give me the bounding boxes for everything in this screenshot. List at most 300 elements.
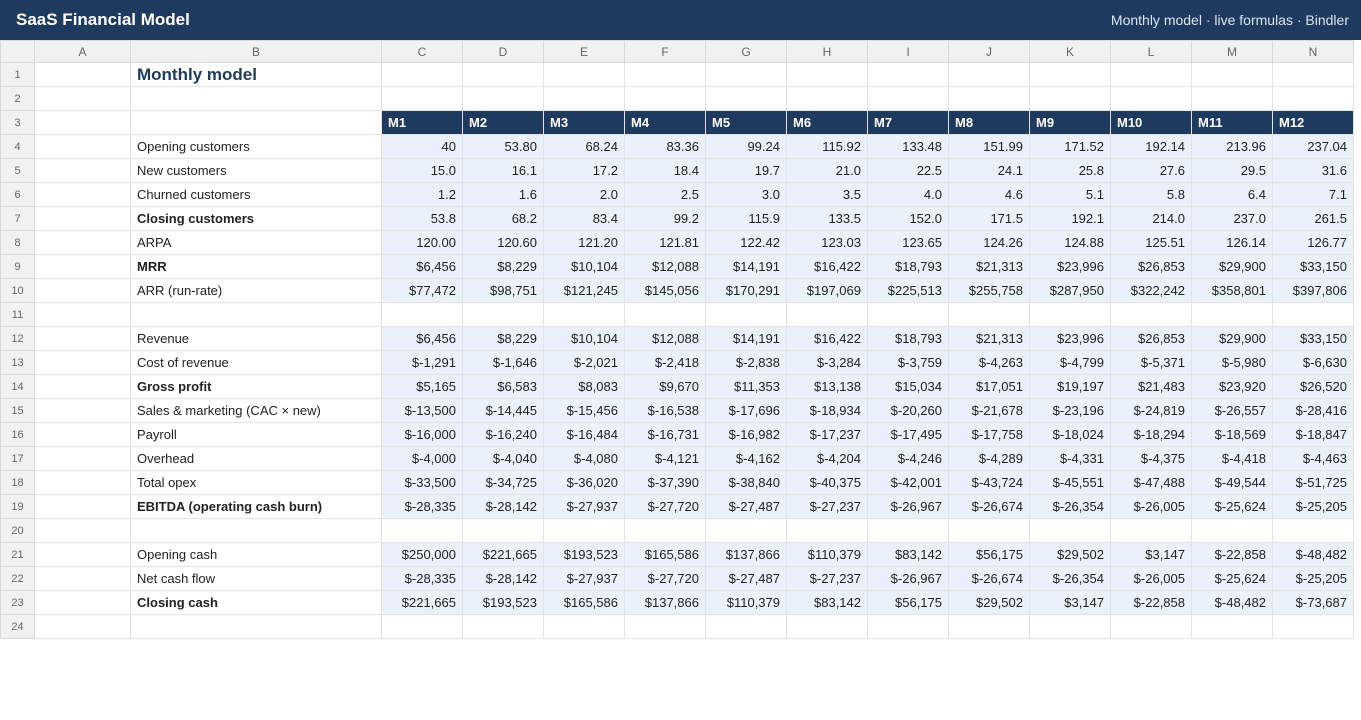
value-cell[interactable]: 68.2 [463, 207, 544, 231]
value-cell[interactable]: $-5,980 [1192, 351, 1273, 375]
value-cell[interactable]: $-1,291 [382, 351, 463, 375]
value-cell[interactable]: $-4,418 [1192, 447, 1273, 471]
value-cell[interactable]: $-4,204 [787, 447, 868, 471]
value-cell[interactable]: $29,900 [1192, 327, 1273, 351]
value-cell[interactable]: $-28,142 [463, 495, 544, 519]
value-cell[interactable]: $-16,731 [625, 423, 706, 447]
value-cell[interactable]: 237.0 [1192, 207, 1273, 231]
value-cell[interactable]: $-16,240 [463, 423, 544, 447]
cell[interactable] [706, 519, 787, 543]
value-cell[interactable]: $-4,080 [544, 447, 625, 471]
cell[interactable] [949, 519, 1030, 543]
cell[interactable] [706, 615, 787, 639]
value-cell[interactable]: $-25,205 [1273, 495, 1354, 519]
column-header-b[interactable]: B [131, 41, 382, 63]
month-header[interactable]: M7 [868, 111, 949, 135]
value-cell[interactable]: $193,523 [463, 591, 544, 615]
value-cell[interactable]: $6,456 [382, 327, 463, 351]
month-header[interactable]: M3 [544, 111, 625, 135]
value-cell[interactable]: $-16,538 [625, 399, 706, 423]
value-cell[interactable]: $-3,284 [787, 351, 868, 375]
row-label[interactable]: Closing cash [131, 591, 382, 615]
column-header-k[interactable]: K [1030, 41, 1111, 63]
cell[interactable] [868, 519, 949, 543]
cell[interactable] [949, 63, 1030, 87]
value-cell[interactable]: $-18,294 [1111, 423, 1192, 447]
value-cell[interactable]: $13,138 [787, 375, 868, 399]
cell[interactable] [131, 111, 382, 135]
cell[interactable] [1192, 87, 1273, 111]
value-cell[interactable]: 125.51 [1111, 231, 1192, 255]
value-cell[interactable]: $-4,000 [382, 447, 463, 471]
value-cell[interactable]: $137,866 [706, 543, 787, 567]
cell[interactable] [544, 87, 625, 111]
value-cell[interactable]: $-48,482 [1273, 543, 1354, 567]
value-cell[interactable]: $-42,001 [868, 471, 949, 495]
value-cell[interactable]: $8,229 [463, 327, 544, 351]
row-label[interactable]: Churned customers [131, 183, 382, 207]
value-cell[interactable]: $18,793 [868, 255, 949, 279]
row-header[interactable]: 4 [1, 135, 35, 159]
value-cell[interactable]: $8,229 [463, 255, 544, 279]
value-cell[interactable]: $255,758 [949, 279, 1030, 303]
cell[interactable] [35, 279, 131, 303]
cell[interactable] [35, 183, 131, 207]
month-header[interactable]: M6 [787, 111, 868, 135]
row-label[interactable]: Opening customers [131, 135, 382, 159]
cell[interactable] [382, 519, 463, 543]
value-cell[interactable]: $16,422 [787, 327, 868, 351]
value-cell[interactable]: $-26,354 [1030, 495, 1111, 519]
value-cell[interactable]: 1.6 [463, 183, 544, 207]
value-cell[interactable]: $-38,840 [706, 471, 787, 495]
value-cell[interactable]: $26,853 [1111, 255, 1192, 279]
cell[interactable] [463, 303, 544, 327]
value-cell[interactable]: $225,513 [868, 279, 949, 303]
column-header-c[interactable]: C [382, 41, 463, 63]
cell[interactable] [625, 87, 706, 111]
value-cell[interactable]: 21.0 [787, 159, 868, 183]
value-cell[interactable]: $29,502 [949, 591, 1030, 615]
cell[interactable] [949, 303, 1030, 327]
cell[interactable] [35, 207, 131, 231]
column-header-f[interactable]: F [625, 41, 706, 63]
value-cell[interactable]: $145,056 [625, 279, 706, 303]
value-cell[interactable]: $-2,418 [625, 351, 706, 375]
cell[interactable] [35, 159, 131, 183]
value-cell[interactable]: $-27,487 [706, 567, 787, 591]
value-cell[interactable]: $-28,142 [463, 567, 544, 591]
value-cell[interactable]: 5.1 [1030, 183, 1111, 207]
value-cell[interactable]: $-26,674 [949, 495, 1030, 519]
value-cell[interactable]: $-28,335 [382, 567, 463, 591]
value-cell[interactable]: 192.14 [1111, 135, 1192, 159]
cell[interactable] [706, 63, 787, 87]
row-header[interactable]: 2 [1, 87, 35, 111]
row-header[interactable]: 21 [1, 543, 35, 567]
cell[interactable] [463, 519, 544, 543]
value-cell[interactable]: 1.2 [382, 183, 463, 207]
cell[interactable] [1111, 63, 1192, 87]
row-header[interactable]: 1 [1, 63, 35, 87]
value-cell[interactable]: $121,245 [544, 279, 625, 303]
value-cell[interactable]: $56,175 [949, 543, 1030, 567]
value-cell[interactable]: 192.1 [1030, 207, 1111, 231]
value-cell[interactable]: 152.0 [868, 207, 949, 231]
value-cell[interactable]: 53.8 [382, 207, 463, 231]
value-cell[interactable]: $-18,569 [1192, 423, 1273, 447]
cell[interactable] [35, 255, 131, 279]
value-cell[interactable]: $-27,487 [706, 495, 787, 519]
cell[interactable] [1273, 63, 1354, 87]
value-cell[interactable]: $83,142 [868, 543, 949, 567]
row-header[interactable]: 10 [1, 279, 35, 303]
value-cell[interactable]: $-25,205 [1273, 567, 1354, 591]
value-cell[interactable]: $-17,495 [868, 423, 949, 447]
value-cell[interactable]: 2.0 [544, 183, 625, 207]
row-label[interactable]: ARR (run-rate) [131, 279, 382, 303]
value-cell[interactable]: $197,069 [787, 279, 868, 303]
value-cell[interactable]: $26,520 [1273, 375, 1354, 399]
cell[interactable] [868, 303, 949, 327]
value-cell[interactable]: $-25,624 [1192, 495, 1273, 519]
value-cell[interactable]: $56,175 [868, 591, 949, 615]
value-cell[interactable]: $8,083 [544, 375, 625, 399]
value-cell[interactable]: $-3,759 [868, 351, 949, 375]
value-cell[interactable]: 261.5 [1273, 207, 1354, 231]
value-cell[interactable]: $-34,725 [463, 471, 544, 495]
column-header-m[interactable]: M [1192, 41, 1273, 63]
row-header[interactable]: 13 [1, 351, 35, 375]
month-header[interactable]: M9 [1030, 111, 1111, 135]
value-cell[interactable]: $-2,838 [706, 351, 787, 375]
cell[interactable] [1273, 303, 1354, 327]
cell[interactable] [35, 615, 131, 639]
value-cell[interactable]: 31.6 [1273, 159, 1354, 183]
value-cell[interactable]: $193,523 [544, 543, 625, 567]
row-header[interactable]: 19 [1, 495, 35, 519]
value-cell[interactable]: $221,665 [463, 543, 544, 567]
cell[interactable] [35, 423, 131, 447]
row-header[interactable]: 3 [1, 111, 35, 135]
value-cell[interactable]: $15,034 [868, 375, 949, 399]
value-cell[interactable]: 171.5 [949, 207, 1030, 231]
cell[interactable] [35, 471, 131, 495]
cell[interactable] [382, 303, 463, 327]
value-cell[interactable]: $-20,260 [868, 399, 949, 423]
month-header[interactable]: M11 [1192, 111, 1273, 135]
value-cell[interactable]: $-27,937 [544, 567, 625, 591]
value-cell[interactable]: 126.77 [1273, 231, 1354, 255]
value-cell[interactable]: $110,379 [706, 591, 787, 615]
column-header-l[interactable]: L [1111, 41, 1192, 63]
value-cell[interactable]: $-25,624 [1192, 567, 1273, 591]
value-cell[interactable]: 19.7 [706, 159, 787, 183]
value-cell[interactable]: $-27,720 [625, 495, 706, 519]
row-header[interactable]: 9 [1, 255, 35, 279]
value-cell[interactable]: 122.42 [706, 231, 787, 255]
cell[interactable] [35, 303, 131, 327]
value-cell[interactable]: 24.1 [949, 159, 1030, 183]
value-cell[interactable]: 3.0 [706, 183, 787, 207]
value-cell[interactable]: $397,806 [1273, 279, 1354, 303]
value-cell[interactable]: $-22,858 [1192, 543, 1273, 567]
row-label[interactable]: Revenue [131, 327, 382, 351]
value-cell[interactable]: 4.6 [949, 183, 1030, 207]
cell[interactable] [868, 87, 949, 111]
value-cell[interactable]: 2.5 [625, 183, 706, 207]
value-cell[interactable]: 133.48 [868, 135, 949, 159]
value-cell[interactable]: $-26,005 [1111, 567, 1192, 591]
row-header[interactable]: 16 [1, 423, 35, 447]
value-cell[interactable]: $-4,121 [625, 447, 706, 471]
value-cell[interactable]: $-51,725 [1273, 471, 1354, 495]
row-label[interactable]: Net cash flow [131, 567, 382, 591]
value-cell[interactable]: 133.5 [787, 207, 868, 231]
cell[interactable] [35, 399, 131, 423]
value-cell[interactable]: 3.5 [787, 183, 868, 207]
cell[interactable] [35, 135, 131, 159]
column-header-g[interactable]: G [706, 41, 787, 63]
value-cell[interactable]: $-18,024 [1030, 423, 1111, 447]
value-cell[interactable]: $-33,500 [382, 471, 463, 495]
value-cell[interactable]: $29,502 [1030, 543, 1111, 567]
cell[interactable] [35, 327, 131, 351]
value-cell[interactable]: $-15,456 [544, 399, 625, 423]
value-cell[interactable]: $170,291 [706, 279, 787, 303]
value-cell[interactable]: $-37,390 [625, 471, 706, 495]
row-header[interactable]: 14 [1, 375, 35, 399]
cell[interactable] [1111, 87, 1192, 111]
value-cell[interactable]: $-17,237 [787, 423, 868, 447]
cell[interactable] [868, 615, 949, 639]
cell[interactable] [1273, 87, 1354, 111]
value-cell[interactable]: $10,104 [544, 255, 625, 279]
value-cell[interactable]: 237.04 [1273, 135, 1354, 159]
value-cell[interactable]: 53.80 [463, 135, 544, 159]
value-cell[interactable]: $23,996 [1030, 255, 1111, 279]
cell[interactable] [1030, 303, 1111, 327]
value-cell[interactable]: $-27,937 [544, 495, 625, 519]
value-cell[interactable]: $-36,020 [544, 471, 625, 495]
month-header[interactable]: M5 [706, 111, 787, 135]
cell[interactable] [1030, 519, 1111, 543]
row-label[interactable]: Cost of revenue [131, 351, 382, 375]
value-cell[interactable]: $-27,237 [787, 495, 868, 519]
value-cell[interactable]: $-27,720 [625, 567, 706, 591]
cell[interactable] [1030, 615, 1111, 639]
cell[interactable] [544, 303, 625, 327]
value-cell[interactable]: $16,422 [787, 255, 868, 279]
cell[interactable] [1111, 303, 1192, 327]
value-cell[interactable]: $165,586 [544, 591, 625, 615]
value-cell[interactable]: 214.0 [1111, 207, 1192, 231]
value-cell[interactable]: 7.1 [1273, 183, 1354, 207]
column-header-i[interactable]: I [868, 41, 949, 63]
value-cell[interactable]: 115.9 [706, 207, 787, 231]
value-cell[interactable]: 27.6 [1111, 159, 1192, 183]
value-cell[interactable]: 16.1 [463, 159, 544, 183]
column-header-j[interactable]: J [949, 41, 1030, 63]
cell[interactable] [949, 87, 1030, 111]
cell[interactable] [382, 615, 463, 639]
value-cell[interactable]: $-22,858 [1111, 591, 1192, 615]
cell[interactable] [382, 63, 463, 87]
row-header[interactable]: 22 [1, 567, 35, 591]
value-cell[interactable]: 121.81 [625, 231, 706, 255]
value-cell[interactable]: 83.4 [544, 207, 625, 231]
value-cell[interactable]: $3,147 [1111, 543, 1192, 567]
value-cell[interactable]: $83,142 [787, 591, 868, 615]
value-cell[interactable]: $-40,375 [787, 471, 868, 495]
value-cell[interactable]: $-16,000 [382, 423, 463, 447]
cell[interactable] [35, 543, 131, 567]
value-cell[interactable]: $-16,982 [706, 423, 787, 447]
value-cell[interactable]: 68.24 [544, 135, 625, 159]
value-cell[interactable]: $-28,416 [1273, 399, 1354, 423]
value-cell[interactable]: $110,379 [787, 543, 868, 567]
row-header[interactable]: 20 [1, 519, 35, 543]
column-header-h[interactable]: H [787, 41, 868, 63]
value-cell[interactable]: $-4,289 [949, 447, 1030, 471]
month-header[interactable]: M2 [463, 111, 544, 135]
value-cell[interactable]: 120.00 [382, 231, 463, 255]
value-cell[interactable]: $6,583 [463, 375, 544, 399]
value-cell[interactable]: $-4,040 [463, 447, 544, 471]
value-cell[interactable]: $-26,674 [949, 567, 1030, 591]
row-label[interactable]: EBITDA (operating cash burn) [131, 495, 382, 519]
value-cell[interactable]: $-1,646 [463, 351, 544, 375]
value-cell[interactable]: $21,313 [949, 327, 1030, 351]
row-header[interactable]: 18 [1, 471, 35, 495]
cell[interactable] [35, 519, 131, 543]
value-cell[interactable]: $-27,237 [787, 567, 868, 591]
cell[interactable] [35, 351, 131, 375]
value-cell[interactable]: $9,670 [625, 375, 706, 399]
row-label[interactable]: Gross profit [131, 375, 382, 399]
cell[interactable] [35, 567, 131, 591]
value-cell[interactable]: $17,051 [949, 375, 1030, 399]
cell[interactable] [35, 111, 131, 135]
cell[interactable] [1273, 519, 1354, 543]
cell[interactable] [706, 303, 787, 327]
value-cell[interactable]: $33,150 [1273, 255, 1354, 279]
cell[interactable] [463, 87, 544, 111]
value-cell[interactable]: $-24,819 [1111, 399, 1192, 423]
value-cell[interactable]: $23,996 [1030, 327, 1111, 351]
cell[interactable] [35, 231, 131, 255]
value-cell[interactable]: $-43,724 [949, 471, 1030, 495]
row-header[interactable]: 7 [1, 207, 35, 231]
month-header[interactable]: M10 [1111, 111, 1192, 135]
value-cell[interactable]: $11,353 [706, 375, 787, 399]
value-cell[interactable]: $358,801 [1192, 279, 1273, 303]
value-cell[interactable]: 40 [382, 135, 463, 159]
value-cell[interactable]: $-45,551 [1030, 471, 1111, 495]
value-cell[interactable]: $-23,196 [1030, 399, 1111, 423]
value-cell[interactable]: 99.24 [706, 135, 787, 159]
value-cell[interactable]: $-18,934 [787, 399, 868, 423]
row-label[interactable]: Closing customers [131, 207, 382, 231]
value-cell[interactable]: 124.88 [1030, 231, 1111, 255]
value-cell[interactable]: 25.8 [1030, 159, 1111, 183]
value-cell[interactable]: 17.2 [544, 159, 625, 183]
value-cell[interactable]: 22.5 [868, 159, 949, 183]
value-cell[interactable]: $-4,246 [868, 447, 949, 471]
month-header[interactable]: M8 [949, 111, 1030, 135]
value-cell[interactable]: 213.96 [1192, 135, 1273, 159]
cell[interactable] [35, 447, 131, 471]
cell[interactable] [1192, 615, 1273, 639]
value-cell[interactable]: $-13,500 [382, 399, 463, 423]
value-cell[interactable]: $-48,482 [1192, 591, 1273, 615]
row-label[interactable]: Opening cash [131, 543, 382, 567]
cell[interactable] [1030, 87, 1111, 111]
value-cell[interactable]: 18.4 [625, 159, 706, 183]
cell[interactable] [544, 519, 625, 543]
cell[interactable] [131, 303, 382, 327]
value-cell[interactable]: $-4,375 [1111, 447, 1192, 471]
value-cell[interactable]: $-26,967 [868, 495, 949, 519]
cell[interactable] [463, 63, 544, 87]
cell[interactable] [463, 615, 544, 639]
value-cell[interactable]: $14,191 [706, 255, 787, 279]
month-header[interactable]: M1 [382, 111, 463, 135]
value-cell[interactable]: 123.03 [787, 231, 868, 255]
cell[interactable] [544, 615, 625, 639]
cell[interactable] [625, 303, 706, 327]
cell[interactable] [787, 519, 868, 543]
value-cell[interactable]: 5.8 [1111, 183, 1192, 207]
value-cell[interactable]: $-14,445 [463, 399, 544, 423]
value-cell[interactable]: 83.36 [625, 135, 706, 159]
value-cell[interactable]: $14,191 [706, 327, 787, 351]
value-cell[interactable]: $18,793 [868, 327, 949, 351]
value-cell[interactable]: $-47,488 [1111, 471, 1192, 495]
column-header-e[interactable]: E [544, 41, 625, 63]
value-cell[interactable]: $21,483 [1111, 375, 1192, 399]
value-cell[interactable]: 121.20 [544, 231, 625, 255]
cell[interactable] [787, 615, 868, 639]
select-all-corner[interactable] [1, 41, 35, 63]
value-cell[interactable]: $-2,021 [544, 351, 625, 375]
cell[interactable] [131, 87, 382, 111]
value-cell[interactable]: 123.65 [868, 231, 949, 255]
value-cell[interactable]: $221,665 [382, 591, 463, 615]
row-header[interactable]: 5 [1, 159, 35, 183]
cell[interactable] [131, 615, 382, 639]
value-cell[interactable]: $-28,335 [382, 495, 463, 519]
value-cell[interactable]: $3,147 [1030, 591, 1111, 615]
value-cell[interactable]: $-21,678 [949, 399, 1030, 423]
value-cell[interactable]: 29.5 [1192, 159, 1273, 183]
sheet-title[interactable]: Monthly model [131, 63, 382, 87]
row-header[interactable]: 15 [1, 399, 35, 423]
row-label[interactable]: Total opex [131, 471, 382, 495]
column-header-d[interactable]: D [463, 41, 544, 63]
row-label[interactable]: MRR [131, 255, 382, 279]
cell[interactable] [625, 519, 706, 543]
row-label[interactable]: Payroll [131, 423, 382, 447]
value-cell[interactable]: $29,900 [1192, 255, 1273, 279]
cell[interactable] [1192, 63, 1273, 87]
value-cell[interactable]: $-4,331 [1030, 447, 1111, 471]
value-cell[interactable]: 115.92 [787, 135, 868, 159]
row-header[interactable]: 23 [1, 591, 35, 615]
value-cell[interactable]: 151.99 [949, 135, 1030, 159]
value-cell[interactable]: $-5,371 [1111, 351, 1192, 375]
cell[interactable] [131, 519, 382, 543]
